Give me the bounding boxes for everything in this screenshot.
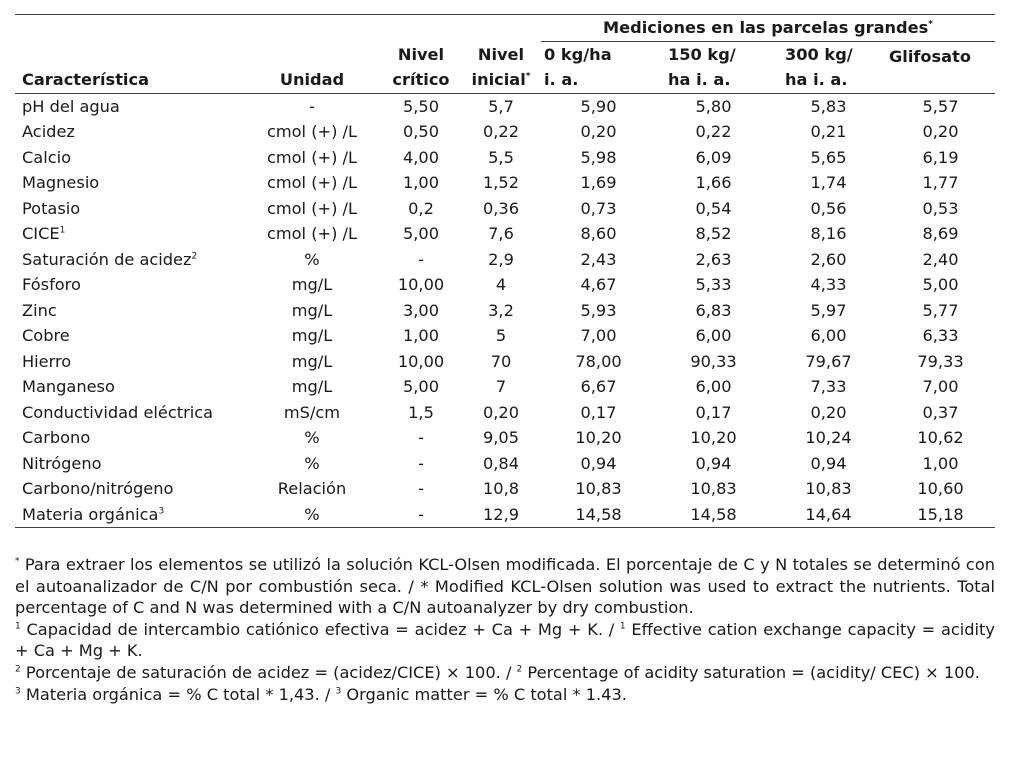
cell-unidad: cmol (+) /L <box>266 147 358 167</box>
cell-0kg: 2,43 <box>580 249 617 269</box>
cell-nivel-inicial: 0,84 <box>482 453 520 473</box>
cell-unidad: cmol (+) /L <box>266 224 358 243</box>
cell-caracteristica: Calcio <box>22 147 72 167</box>
cell-300kg: 7,33 <box>810 377 847 396</box>
cell-0kg: 4,67 <box>580 275 617 294</box>
cell-300kg: 0,56 <box>810 198 847 218</box>
col-header-unidad: Unidad <box>243 41 381 93</box>
cell-150kg: 14,58 <box>656 502 771 528</box>
cell-nivel-critico: - <box>418 428 424 447</box>
table-row <box>15 451 995 477</box>
cell-nivel-critico: - <box>418 453 424 473</box>
cell-caracteristica: Acidez <box>22 122 75 141</box>
cell-300kg: 0,21 <box>810 122 847 141</box>
cell-glifosato: 15,18 <box>886 502 995 528</box>
table-header <box>15 15 995 94</box>
table-row <box>15 425 995 451</box>
cell-glifosato: 5,00 <box>922 275 959 294</box>
cell-0kg: 0,17 <box>580 402 617 422</box>
cell-unidad: % <box>304 249 320 269</box>
cell-150kg: 1,66 <box>695 173 732 192</box>
cell-caracteristica: Carbono/nitrógeno <box>22 479 174 498</box>
cell-caracteristica: Hierro <box>22 351 72 371</box>
cell-150kg: 0,17 <box>695 402 732 422</box>
cell-0kg: 0,73 <box>580 198 617 218</box>
cell-150kg: 2,63 <box>695 249 732 269</box>
cell-caracteristica: Cobre <box>22 326 70 345</box>
cell-nivel-inicial: 7,6 <box>488 224 514 243</box>
cell-nivel-critico: 4,00 <box>402 147 440 167</box>
cell-unidad: mg/L <box>291 377 333 396</box>
cell-nivel-inicial: 2,9 <box>488 249 514 269</box>
cell-caracteristica: pH del agua <box>22 96 120 116</box>
cell-150kg: 8,52 <box>695 224 732 243</box>
cell-caracteristica: CICE$^1$ <box>22 224 66 243</box>
cell-150kg: 6,83 <box>695 300 732 320</box>
cell-300kg: 5,83 <box>810 96 847 116</box>
cell-unidad: % <box>304 453 320 473</box>
cell-nivel-inicial: 10,8 <box>482 479 520 498</box>
cell-nivel-critico: 10,00 <box>397 351 445 371</box>
cell-nivel-inicial: 4 <box>495 275 507 294</box>
cell-nivel-critico: 0,50 <box>402 122 440 141</box>
cell-300kg: 0,20 <box>810 402 847 422</box>
cell-nivel-inicial: 3,2 <box>488 300 514 320</box>
cell-0kg: 8,60 <box>580 224 617 243</box>
cell-caracteristica: Manganeso <box>22 377 115 396</box>
cell-0kg: 14,58 <box>541 502 656 528</box>
cell-unidad: cmol (+) /L <box>266 173 358 192</box>
cell-unidad: mg/L <box>291 351 333 371</box>
cell-300kg: 10,83 <box>805 479 852 498</box>
cell-caracteristica: Saturación de acidez$^2$ <box>22 249 198 269</box>
table-row <box>15 196 995 222</box>
cell-caracteristica: Magnesio <box>22 173 100 192</box>
col-header-300kg: 300 kg/ ha i. a. <box>771 41 886 93</box>
cell-caracteristica: Fósforo <box>22 275 81 294</box>
cell-nivel-inicial: 5,5 <box>488 147 514 167</box>
cell-0kg: 1,69 <box>580 173 617 192</box>
table-row <box>15 349 995 375</box>
cell-nivel-critico: 1,00 <box>402 173 440 192</box>
cell-300kg: 8,16 <box>810 224 847 243</box>
cell-unidad: cmol (+) /L <box>266 198 358 218</box>
cell-150kg: 90,33 <box>690 351 737 371</box>
cell-300kg: 4,33 <box>810 275 847 294</box>
cell-glifosato: 6,33 <box>922 326 959 345</box>
cell-nivel-inicial: 5,7 <box>488 96 514 116</box>
cell-unidad: mg/L <box>291 275 333 294</box>
cell-nivel-inicial: 0,20 <box>482 402 520 422</box>
cell-300kg: 5,65 <box>810 147 847 167</box>
cell-150kg: 5,33 <box>695 275 732 294</box>
cell-unidad: - <box>309 96 315 116</box>
cell-nivel-inicial: 5 <box>495 326 507 345</box>
cell-caracteristica: Zinc <box>22 300 57 320</box>
cell-glifosato: 79,33 <box>917 351 964 371</box>
cell-unidad: mg/L <box>291 300 333 320</box>
cell-nivel-inicial: 0,22 <box>482 122 520 141</box>
table-row <box>15 323 995 349</box>
table-row <box>15 145 995 171</box>
cell-300kg: 14,64 <box>771 502 886 528</box>
cell-0kg: 6,67 <box>580 377 617 396</box>
table-row <box>15 247 995 273</box>
cell-nivel-critico: 1,00 <box>402 326 440 345</box>
cell-150kg: 5,80 <box>695 96 732 116</box>
cell-300kg: 6,00 <box>810 326 847 345</box>
group-header: Mediciones en las parcelas grandes* <box>541 15 995 41</box>
cell-150kg: 10,83 <box>690 479 737 498</box>
cell-unidad: % <box>243 502 381 528</box>
cell-glifosato: 1,77 <box>922 173 959 192</box>
cell-glifosato: 5,57 <box>922 96 959 116</box>
table-row <box>15 170 995 196</box>
cell-300kg: 5,97 <box>810 300 847 320</box>
table-row <box>15 476 995 502</box>
cell-0kg: 5,98 <box>580 147 617 167</box>
cell-0kg: 78,00 <box>575 351 622 371</box>
cell-nivel-inicial: 0,36 <box>482 198 520 218</box>
col-header-nivel-inicial: Nivel inicial* <box>461 41 541 93</box>
cell-150kg: 10,20 <box>690 428 737 447</box>
cell-150kg: 6,00 <box>695 377 732 396</box>
cell-0kg: 0,94 <box>580 453 617 473</box>
soil-characteristics-table <box>15 14 995 528</box>
col-header-0kg: 0 kg/ha i. a. <box>541 41 656 93</box>
cell-0kg: 7,00 <box>580 326 617 345</box>
cell-nivel-critico: 0,2 <box>408 198 434 218</box>
cell-300kg: 0,94 <box>810 453 847 473</box>
table-row <box>15 400 995 426</box>
cell-150kg: 0,54 <box>695 198 732 218</box>
cell-glifosato: 5,77 <box>922 300 959 320</box>
cell-nivel-critico: 1,5 <box>408 402 434 422</box>
cell-glifosato: 10,60 <box>917 479 964 498</box>
table-row <box>15 119 995 145</box>
cell-nivel-critico: - <box>418 479 424 498</box>
cell-unidad: mS/cm <box>283 402 341 422</box>
cell-caracteristica: Conductividad eléctrica <box>22 402 214 422</box>
cell-0kg: 5,93 <box>580 300 617 320</box>
col-header-glifosato: Glifosato <box>886 41 995 93</box>
cell-nivel-critico: - <box>381 502 461 528</box>
cell-caracteristica: Carbono <box>22 428 91 447</box>
cell-nivel-inicial: 70 <box>490 351 512 371</box>
table-row <box>15 272 995 298</box>
table-row <box>15 298 995 324</box>
cell-nivel-inicial: 1,52 <box>482 173 520 192</box>
cell-nivel-inicial: 9,05 <box>482 428 520 447</box>
cell-nivel-critico: - <box>418 249 424 269</box>
cell-caracteristica: Potasio <box>22 198 81 218</box>
cell-unidad: % <box>304 428 320 447</box>
cell-150kg: 0,22 <box>695 122 732 141</box>
col-header-nivel-critico: Nivel crítico <box>381 41 461 93</box>
cell-glifosato: 10,62 <box>917 428 964 447</box>
footnotes <box>15 554 995 705</box>
table-row <box>15 221 995 247</box>
cell-nivel-critico: 3,00 <box>402 300 440 320</box>
cell-unidad: mg/L <box>291 326 333 345</box>
table-row <box>15 93 995 119</box>
table-row <box>15 374 995 400</box>
footnote-2: $^2$ Porcentaje de saturación de acidez = (acidez/CICE) × 100. / $^2$ Percentage of acidity saturation = (acidity/ CEC) × 100. <box>15 662 980 682</box>
cell-unidad: Relación <box>277 479 347 498</box>
cell-glifosato: 2,40 <box>922 249 959 269</box>
cell-nivel-critico: 5,00 <box>402 224 440 243</box>
cell-0kg: 5,90 <box>580 96 617 116</box>
document <box>15 14 995 705</box>
table-body <box>15 93 995 528</box>
cell-nivel-critico: 5,50 <box>402 96 440 116</box>
cell-150kg: 0,94 <box>695 453 732 473</box>
cell-0kg: 10,83 <box>575 479 622 498</box>
footnote-1: $^1$ Capacidad de intercambio catiónico efectiva = acidez + Ca + Mg + K. / $^1$ Effective cation exchange capacity = acidity + Ca + Mg + K. <box>15 619 995 661</box>
cell-300kg: 79,67 <box>805 351 852 371</box>
footnote-3: $^3$ Materia orgánica = % C total * 1,43. / $^3$ Organic matter = % C total * 1.43. <box>15 684 627 704</box>
cell-caracteristica: Materia orgánica$^3$ <box>15 502 243 528</box>
cell-glifosato: 0,53 <box>922 198 959 218</box>
cell-nivel-inicial: 12,9 <box>461 502 541 528</box>
cell-nivel-critico: 10,00 <box>397 275 445 294</box>
cell-0kg: 10,20 <box>575 428 622 447</box>
cell-300kg: 1,74 <box>810 173 847 192</box>
cell-nivel-inicial: 7 <box>495 377 507 396</box>
cell-glifosato: 8,69 <box>922 224 959 243</box>
cell-glifosato: 1,00 <box>922 453 959 473</box>
cell-150kg: 6,09 <box>695 147 732 167</box>
cell-glifosato: 7,00 <box>922 377 959 396</box>
cell-0kg: 0,20 <box>580 122 617 141</box>
cell-unidad: cmol (+) /L <box>266 122 358 141</box>
cell-150kg: 6,00 <box>695 326 732 345</box>
cell-300kg: 2,60 <box>810 249 847 269</box>
table-row <box>15 502 995 528</box>
cell-300kg: 10,24 <box>805 428 852 447</box>
footnote-asterisk: * Para extraer los elementos se utilizó la solución KCL-Olsen modificada. El porcentaje de C y N totales se determinó con el autoanalizador de C/N por combustión seca. / * Modified KCL-Olsen solution was used to extract the nutrients. Total percentage of C and N was determined with a C/N autoanalyzer by dry combustion. <box>15 555 995 618</box>
cell-nivel-critico: 5,00 <box>402 377 440 396</box>
col-header-caracteristica: Característica <box>15 41 243 93</box>
cell-glifosato: 6,19 <box>922 147 959 167</box>
col-header-150kg: 150 kg/ ha i. a. <box>656 41 771 93</box>
cell-glifosato: 0,20 <box>922 122 959 141</box>
cell-glifosato: 0,37 <box>922 402 959 422</box>
cell-caracteristica: Nitrógeno <box>22 453 102 473</box>
